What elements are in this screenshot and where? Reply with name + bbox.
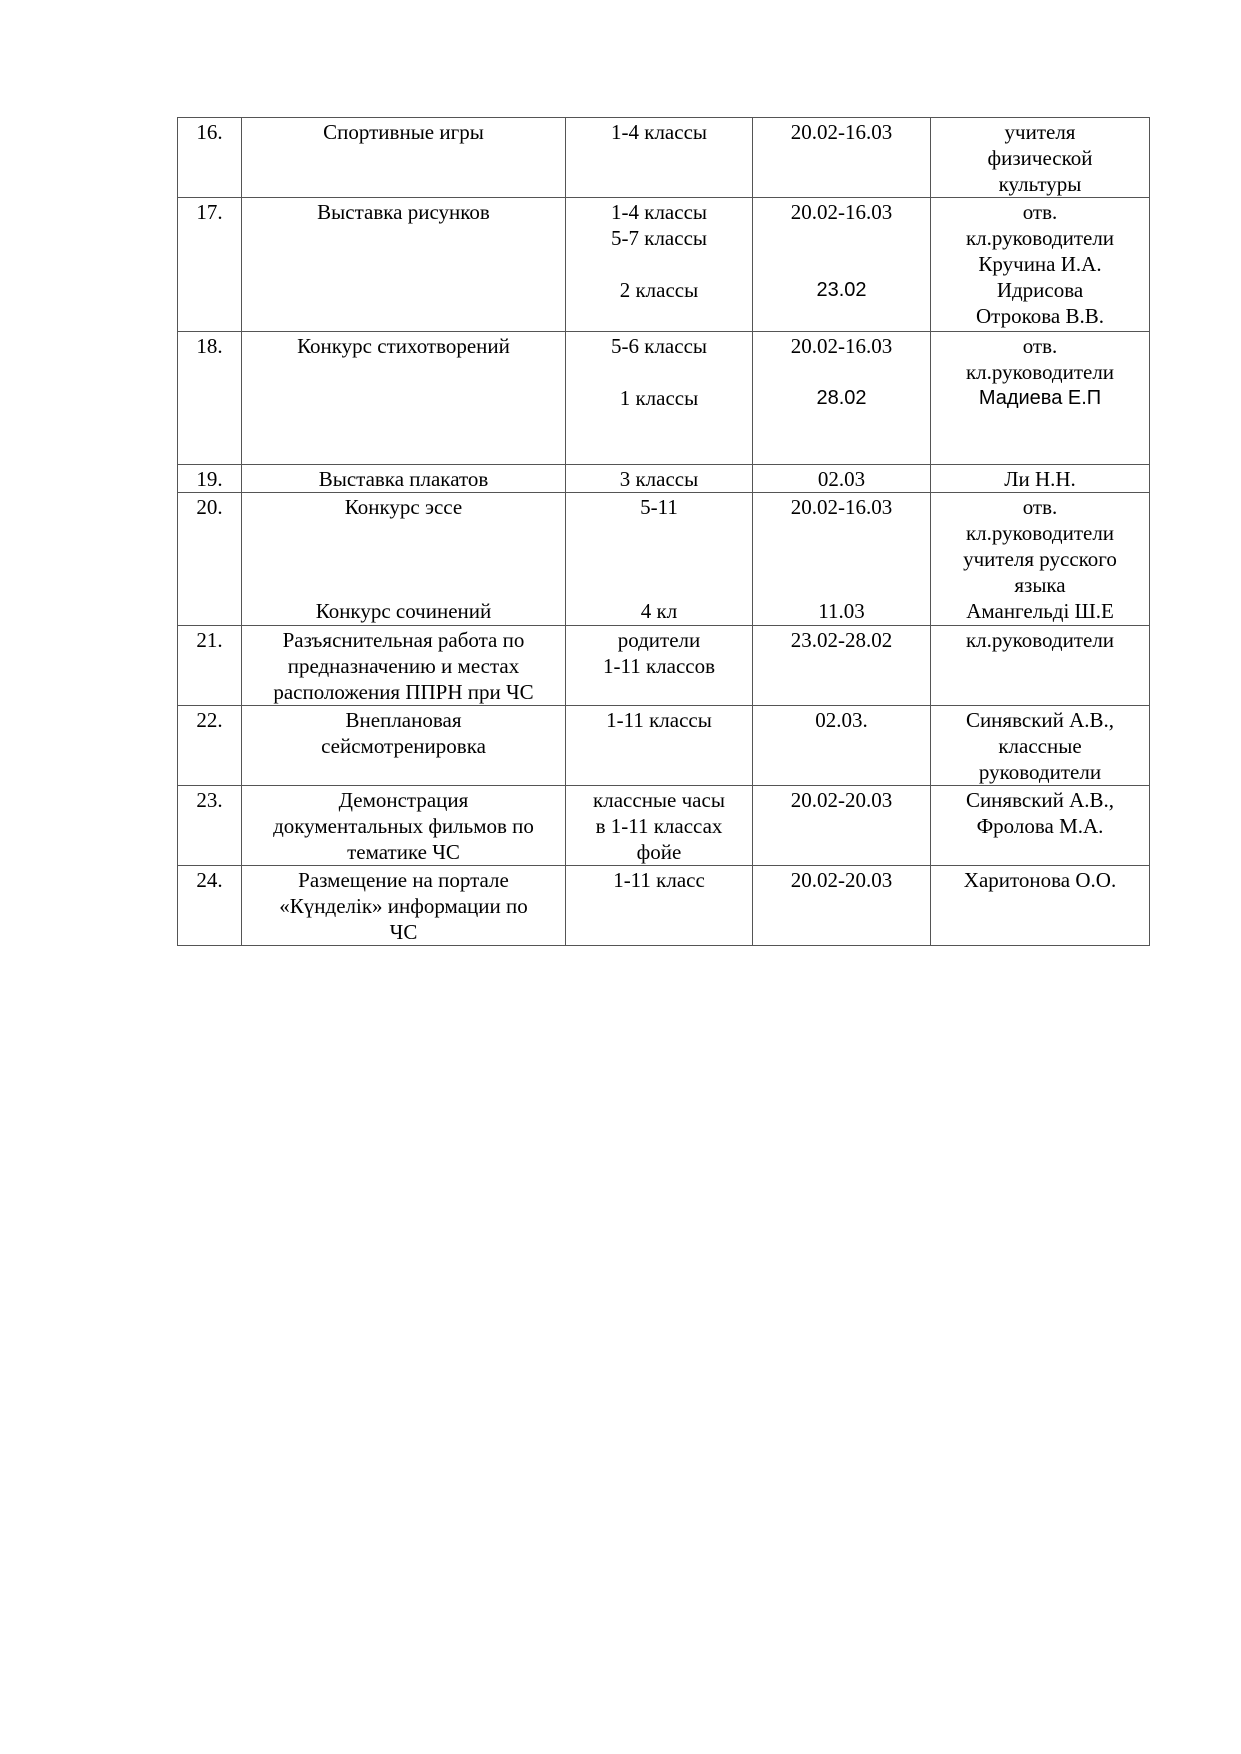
responsible-cell: кл.руководители (931, 626, 1150, 706)
participants-cell: 5-11 4 кл (566, 493, 753, 626)
table-row (178, 706, 1150, 786)
participants-cell: 1-4 классы 5-7 классы 2 классы (566, 198, 753, 332)
participants-cell: 1-4 классы (566, 118, 753, 198)
participants-cell: 3 классы (566, 465, 753, 493)
participants-cell: 5-6 классы 1 классы (566, 332, 753, 465)
row-number: 16. (178, 118, 242, 198)
table-row (178, 786, 1150, 866)
events-plan-table (177, 117, 1150, 946)
event-cell: Конкурс эссе Конкурс сочинений (242, 493, 566, 626)
table-row (178, 332, 1150, 465)
event-cell: Выставка рисунков (242, 198, 566, 332)
event-cell: Размещение на портале «Күнделік» информации по ЧС (242, 866, 566, 946)
participants-cell: 1-11 классы (566, 706, 753, 786)
responsible-cell: учителя физической культуры (931, 118, 1150, 198)
dates-cell: 20.02-20.03 (753, 866, 931, 946)
table-row (178, 118, 1150, 198)
row-number: 20. (178, 493, 242, 626)
participants-cell: классные часы в 1-11 классах фойе (566, 786, 753, 866)
event-cell: Спортивные игры (242, 118, 566, 198)
responsible-cell: Ли Н.Н. (931, 465, 1150, 493)
table-row (178, 198, 1150, 332)
row-number: 18. (178, 332, 242, 465)
row-number: 21. (178, 626, 242, 706)
responsible-cell: Синявский А.В., классные руководители (931, 706, 1150, 786)
responsible-cell: Харитонова О.О. (931, 866, 1150, 946)
row-number: 17. (178, 198, 242, 332)
row-number: 24. (178, 866, 242, 946)
event-cell: Конкурс стихотворений (242, 332, 566, 465)
dates-cell: 20.02-20.03 (753, 786, 931, 866)
row-number: 22. (178, 706, 242, 786)
dates-cell: 02.03. (753, 706, 931, 786)
row-number: 23. (178, 786, 242, 866)
dates-cell: 20.02-16.03 23.02 (753, 198, 931, 332)
responsible-cell: отв. кл.руководители Кручина И.А. Идрисова Отрокова В.В. (931, 198, 1150, 332)
event-cell: Внеплановая сейсмотренировка (242, 706, 566, 786)
dates-cell: 20.02-16.03 (753, 118, 931, 198)
participants-cell: 1-11 класс (566, 866, 753, 946)
event-cell: Разъяснительная работа по предназначению и местах расположения ППРН при ЧС (242, 626, 566, 706)
responsible-cell: отв. кл.руководители Мадиева Е.П (931, 332, 1150, 465)
dates-cell: 20.02-16.03 28.02 (753, 332, 931, 465)
dates-cell: 20.02-16.03 11.03 (753, 493, 931, 626)
table-row (178, 493, 1150, 626)
responsible-cell: Синявский А.В., Фролова М.А. (931, 786, 1150, 866)
event-cell: Демонстрация документальных фильмов по тематике ЧС (242, 786, 566, 866)
table-row (178, 866, 1150, 946)
responsible-cell: отв. кл.руководители учителя русского языка Амангельді Ш.Е (931, 493, 1150, 626)
table-row (178, 465, 1150, 493)
participants-cell: родители 1-11 классов (566, 626, 753, 706)
row-number: 19. (178, 465, 242, 493)
table-row (178, 626, 1150, 706)
dates-cell: 23.02-28.02 (753, 626, 931, 706)
dates-cell: 02.03 (753, 465, 931, 493)
event-cell: Выставка плакатов (242, 465, 566, 493)
